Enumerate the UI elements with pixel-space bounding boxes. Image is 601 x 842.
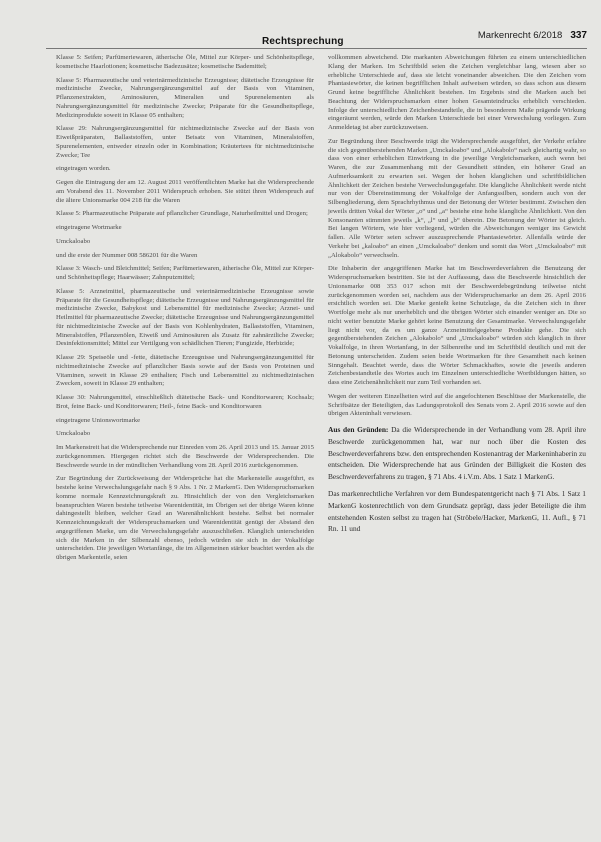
paragraph: Zur Begründung der Zurückweisung der Widersprüche hat die Markenstelle ausgeführt, es bestehe keine Verwechslungsgefahr nach § 9 Abs. 1 Nr. 2 MarkenG. Den Widerspruchsmarken komme normale Kennzeichnungskraft zu. Hinsichtlich der von den Vergleichsmarken beanspruchten Waren bestehe teilweise Warenidentität, im Übrigen sei der übrige Waren könne dahingestellt bleiben, welcher Grad an Warenähnlichkeit bestehe. Selbst bei normaler Kennzeichnungskraft der Widerspruchsmarken und Warenidentität genügt der Abstand den angegriffenen Marke, um die Verwechslungsgefahr auszuschließen. Klanglich unterscheiden sich die Marken in der Silbenzahl ebenso, jedoch würden sie sich in der Vokalfolge unterscheiden. Die jeweiligen Wortanfänge, die im Allgemeinen stärker beachtet werden als die übrigen Markenteile, seien xyxy=(56,475,314,561)
section-title: Rechtsprechung xyxy=(262,36,344,47)
paragraph: eingetragene Unionswortmarke xyxy=(56,416,141,424)
header-rule xyxy=(46,48,587,49)
paragraph: Das markenrechtliche Verfahren vor dem Bundespatentgericht nach § 71 Abs. 1 Satz 1 MarkenG kostenrechtlich von dem Grundsatz geprägt, dass jeder Beteiligte die ihm entstehenden Kosten selbst zu tragen hat (Ströbele/Hacker, MarkenG, 11. Aufl., § 71 Rn. 11 und xyxy=(328,488,586,534)
issue-label: Markenrecht 6/2018 xyxy=(477,30,563,41)
paragraph: Klasse 30: Nahrungsmittel, einschließlich diätetische Back- und Konditorwaren; Kochsalz; Brot, feine Back- und Konditorwaren; Heil-, feine Back- und Konditorwaren xyxy=(56,394,314,410)
paragraph: eingetragen worden. xyxy=(56,165,111,173)
left-column xyxy=(56,54,314,568)
right-column xyxy=(328,54,586,540)
paragraph: Gegen die Eintragung der am 12. August 2011 veröffentlichten Marke hat die Widersprechende am Vorabend des 11. November 2011 Widerspruch erhoben. Sie stützt ihren Widerspruch auf die ältere Unionsmarke 004 218 für die Waren xyxy=(56,179,314,204)
paragraph: Klasse 29: Nahrungsergänzungsmittel für nichtmedizinische Zwecke auf der Basis von Eiweißpräparaten, Ballaststoffen, unter Beisatz von Vitaminen, Mineralstoffen, Spurenelementen, entweder einzeln oder in Kombination; Kräutertees für nichtmedizinische Zwecke; Tee xyxy=(56,125,314,159)
paragraph: Klasse 5: Pharmazeutische und veterinärmedizinische Erzeugnisse; diätetische Erzeugnisse für medizinische Zwecke, Nahrungsergänzungsmittel auf der Basis von Vitaminen, Pflanzenextrakten, Aminosäuren, Mineralien und Spurenelementen als Nahrungsergänzungsmittel für medizinische Zwecke; Präparate für die Gesundheitspflege, Medizinprodukte soweit in Klasse 05 enthalten; xyxy=(56,76,314,119)
page-number: 337 xyxy=(570,30,587,41)
paragraph: Wegen der weiteren Einzelheiten wird auf die angefochtenen Beschlüsse der Markenstelle, die Schriftsätze der Beteiligten, das Ladungsprotokoll des Senats vom 2. April 2016 sowie auf den übrigen Akteninhalt verwiesen. xyxy=(328,392,586,418)
paragraph: Im Markenstreit hat die Widersprechende nur Einreden vom 26. April 2013 und 15. Januar 2015 zurückgenommen. Hiergegen richtet sich die Beschwerde der Widersprechenden. Die Beschwerde wurde in der mündlichen Verhandlung vom 28. April 2016 zurückgenommen. xyxy=(56,444,314,469)
paragraph: Umckaloabo xyxy=(56,430,91,438)
paragraph: Klasse 3: Wasch- und Bleichmittel; Seifen; Parfümeriewaren, ätherische Öle, Mittel zur Körper- und Schönheitspflege; Haarwässer; Zahnputzmittel; xyxy=(56,265,314,281)
paragraph: Klasse 29: Speiseöle und -fette, diätetische Erzeugnisse und Nahrungsergänzungsmittel für nichtmedizinische Zwecke auf pflanzlicher Basis sowie auf der Basis von Proteinen und Vitaminen, soweit in Klasse 29 enthalten; Fisch und Lebensmittel zu nichtmedizinischen Zwecken, soweit in Klasse 29 enthalten; xyxy=(56,354,314,388)
paragraph: eingetragene Wortmarke xyxy=(56,224,122,231)
paragraph: und die erste der Nummer 008 586201 für die Waren xyxy=(56,251,198,259)
paragraph: Klasse 5: Seifen; Parfümeriewaren, ätherische Öle, Mittel zur Körper- und Schönheitspflege, kosmetische Haarlotionen; kosmetische Badezusätze; kosmetische Bademittel; xyxy=(56,54,314,70)
paragraph: Umckaloabo xyxy=(56,237,91,245)
paragraph: Klasse 5: Pharmazeutische Präparate auf pflanzlicher Grundlage, Naturheilmittel und Drogen; xyxy=(56,210,308,218)
paragraph: Die Inhaberin der angegriffenen Marke hat im Beschwerdeverfahren die Benutzung der Widerspruchsmarken bestritten. Sie ist der Auffassung, dass die Beschwerde hinsichtlich der Unionsmarke 008 353 017 schon mit der Beschwerdebegründung teilweise nicht zurückgenommen worden sei, nachdem aus der Widerspruchsmarke an dem 26. April 2016 ersichtlich worden sei. Die Marke genießt keine Schutzlage, da die Zeichen sich in ihrer Wortfolge mehr als nur unerheblich und die übrigen Wörter sich einander weniger an. Die so nicht weiter benutzte Marke gehört keine Benutzung der Gesamtmarke. Verwechslungsgefahr liegt nicht vor, da es um ganze Arzneimittelgegebene Produkte gehe. Die sich gegenüberstehenden Zeichen „Alokabolo“ und „Umckaloabo“ würden sich klanglich in ihrer Vokalfolge, in ihren Wortanfang, in der Silbenreihe und im Schriftbild deutlich und mit der Betonung unterscheiden. Zudem seien beide Wortmarken für ihre Gesamtheit nach keinen Sinngehalt. Beachtet werde, dass die Wörter Schmackhaftes, sowie die jeweils anderen Zeichenbestandteile des Wortes auch im Einzelnen unterschiedliche Wortbildungen hätten, so dass eine Zeichenähnlichkeit nur zum Teil vorhanden sei. xyxy=(328,265,586,386)
paragraph: Klasse 5: Arzneimittel, pharmazeutische und veterinärmedizinische Erzeugnisse sowie Präparate für die Gesundheitspflege; diätetische Erzeugnisse und Nahrungsergänzungsmittel für medizinische Zwecke, Babykost und Lebensmittel für medizinische Zwecke; Arznei- und Heilmittel für pharmazeutische Zwecke; diätetische Erzeugnisse und Nahrungsergänzungsmittel für nichtmedizinische Zwecke auf der Basis von Kohlenhydraten, Ballaststoffen, Vitaminen, Mineralstoffen, Pflanzenölen, Eiweiß und Aminosäuren als Zusatz für zahnärztliche Zwecke; Desinfektionsmittel; Mittel zur Vertilgung von schädlichen Tieren; Fungizide, Herbizide; xyxy=(56,287,314,348)
paragraph-lead: Aus den Gründen: xyxy=(328,425,389,434)
paragraph: vollkommen abweichend. Die markanten Abweichungen führten zu einem unterschiedlichen Klang der Marken. Im Schriftbild seien die Zeichen vergleichbar lang, wiesen aber so erhebliche Unterschiede auf, dass sie leicht voneinander abweichen. Die den Zeichen vom Phantasiewörter, die keinen begrifflichen Inhalt aufweisen würden, so dass schon aus diesem Grund keine begriffliche Ähnlichkeit bestehen. Im Ergebnis sind die Marken auch bei Beachtung der Widerspruchsmarken einer hohen Gesamteindrucks erheblich verschieden. Infolge der unterschiedlichen Zeichenbestandteile, die in besonderem Maße prägende Wirkung eingeräumt werden, würde den Marken Unterschiede bei einer Verwechslung vorliegen. Zum Anmeldetag ist aber zurückzuweisen. xyxy=(328,54,586,131)
paragraph: Zur Begründung ihrer Beschwerde trägt die Widersprechende ausgeführt, der Verkehr erfahre die sich gegenüberstehenden Marken „Umckaloabo“ und „Alokabolo“ nach gleichartig wahr, so dass von einer erheblichen Einwirkung in die jeweilige Vergleichsmarken, auch wenn bei Waren, die zur Zusammenhang mit der Gesundheit stünden, ein höherer Grad an Aufmerksamkeit zu erwarten sei. Wegen der hohen klanglichen und schriftbildlichen Ähnlichkeit der Zeichen bestehe Verwechslungsgefahr. Die klangliche Ähnlichkeit werde nicht nur von der Übereinstimmung der Vokalfolge der Anfangssilben, sondern auch von der Silbengliederung, dem Sprachrhythmus und der Betonung der Wörter bestimmt. Zwischen den jeweils dritten Vokal der Wörter „o“ und „a“ bestehe eine hohe klangliche Ähnlichkeit. Von den Konsonanten stimmten jeweils „k“, „l“ und „b“ überein. Die Betonung der Wörter ist gleich. Bei langen Wörtern, wie hier vorliegend, würden die Abweichungen weniger ins Gewicht fallen. Alle Wörter seien schwer auszusprechende Phantasiewörter. Allenfalls würde der Verkehr bei „kaloabo“ an einen „Umckaloabo“ denken und somit das Wort „Umckaloabo“ mit „Alokabolo“ verwechseln. xyxy=(328,137,586,259)
issue-info xyxy=(478,30,587,41)
paragraph: Aus den Gründen: Da die Widersprechende in der Verhandlung vom 28. April ihre Beschwerde zurückgenommen hat, war nur noch über die Kosten des Beschwerdeverfahrens bzw. den entsprechenden Kostenantrag der Markeninhaberin zu entscheiden. Die Widersprechende hat aus Gründen der Billigkeit die Kosten des Beschwerdeverfahrens zu tragen, § 71 Abs. 4 i.V.m. Abs. 1 Satz 1 MarkenG. xyxy=(328,425,587,482)
